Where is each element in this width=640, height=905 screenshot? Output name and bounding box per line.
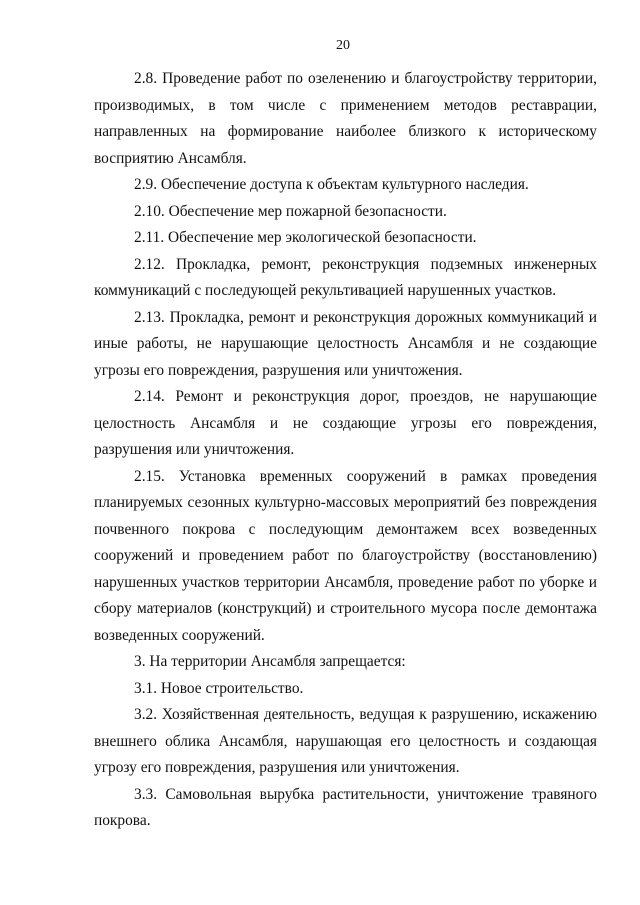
paragraph-3-2: 3.2. Хозяйственная деятельность, ведущая к разрушению, искажению внешнего облика Ансамбля, нарушающая его целостность и создающая угрозу его повреждения, разрушения или уничтожения. [94,706,597,776]
paragraph-3-3: 3.3. Самовольная вырубка растительности, уничтожение травяного покрова. [94,785,597,829]
paragraph-2-11: 2.11. Обеспечение мер экологической безопасности. [134,229,477,246]
page-number: 20 [336,38,350,53]
paragraph-3: 3. На территории Ансамбля запрещается: [134,653,406,670]
paragraph-2-14: 2.14. Ремонт и реконструкция дорог, проездов, не нарушающие целостность Ансамбля и не создающие угрозы его повреждения, разрушения или уничтожения. [94,388,597,458]
paragraph-2-15: 2.15. Установка временных сооружений в рамках проведения планируемых сезонных культурно-массовых мероприятий без повреждения почвенного покрова с последующим демонтажем всех возведенных сооружений и проведением работ по благоустройству (восстановлению) нарушенных участков территории Ансамбля, проведение работ по уборке и сбору материалов (конструкций) и строительного мусора после демонтажа возведенных сооружений. [94,467,597,644]
paragraph-2-9: 2.9. Обеспечение доступа к объектам культурного наследия. [134,176,529,193]
paragraph-3-1: 3.1. Новое строительство. [134,679,304,697]
paragraph-2-10: 2.10. Обеспечение мер пожарной безопасности. [134,202,447,220]
document-body [94,66,597,835]
paragraph-2-12: 2.12. Прокладка, ремонт, реконструкция подземных инженерных коммуникаций с последующей рекультивацией нарушенных участков. [94,255,597,299]
paragraph-2-13: 2.13. Прокладка, ремонт и реконструкция дорожных коммуникаций и иные работы, не нарушающие целостность Ансамбля и не создающие угрозы его повреждения, разрушения или уничтожения. [94,308,597,379]
paragraph-2-8: 2.8. Проведение работ по озеленению и благоустройству территории, производимых, в том числе с применением методов реставрации, направленных на формирование наиболее близкого к историческому восприятию Ансамбля. [94,70,597,167]
